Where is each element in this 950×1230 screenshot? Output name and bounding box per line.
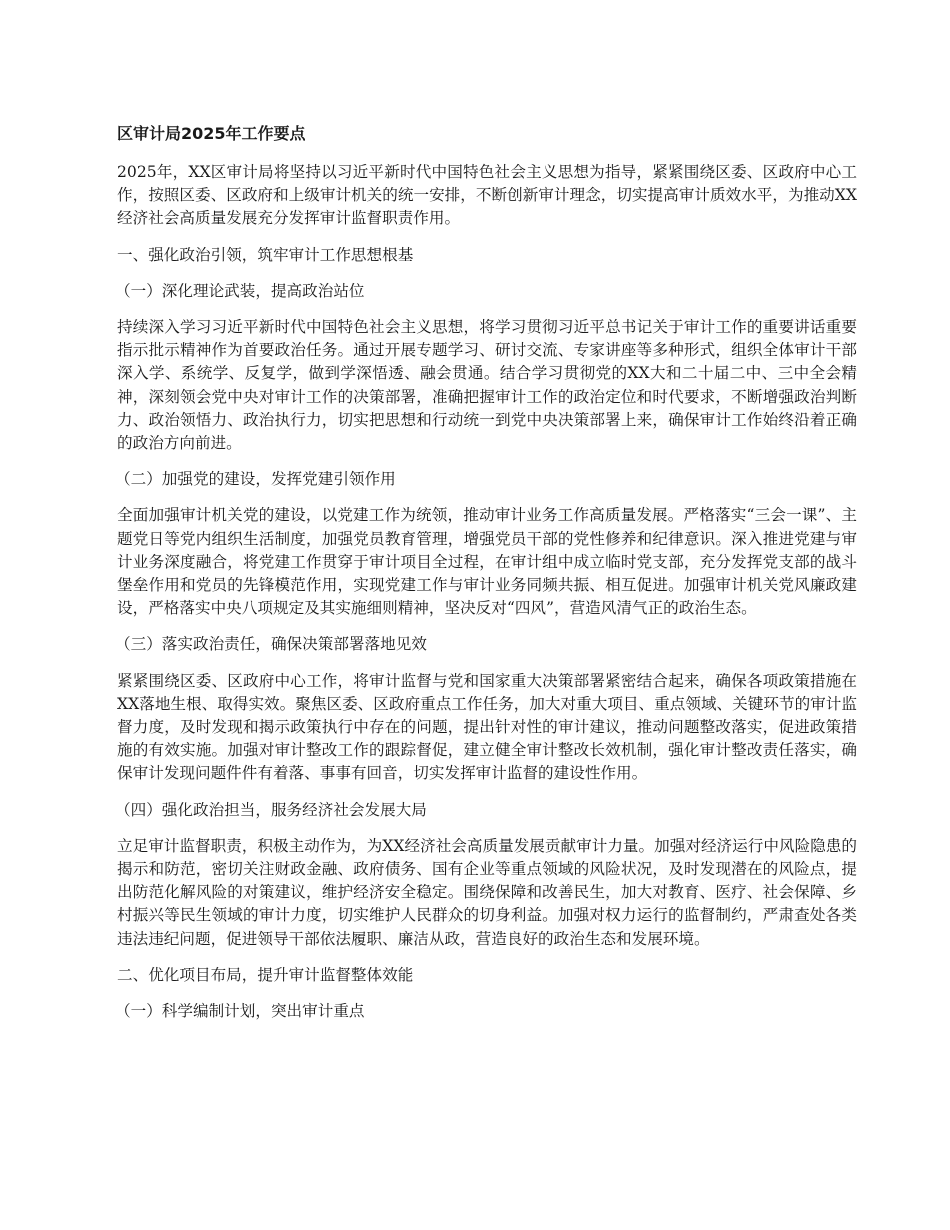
- section-2-1-heading: （一）科学编制计划，突出审计重点: [115, 1002, 365, 1021]
- section-1-heading: 一、强化政治引领，筑牢审计工作思想根基: [117, 245, 414, 264]
- section-1-1-body: 持续深入学习习近平新时代中国特色社会主义思想，将学习贯彻习近平总书记关于审计工作的重要讲话重要指示批示精神作为首要政治任务。通过开展专题学习、研讨交流、专家讲座等多种形式，组织全体审计干部深入学、系统学、反复学，做到学深悟透、融会贯通。结合学习贯彻党的XX大和二十届二中、三中全会精神，深刻领会党中央对审计工作的决策部署，准确把握审计工作的政治定位和时代要求，不断增强政治判断力、政治领悟力、政治执行力，切实把思想和行动统一到党中央决策部署上来，确保审计工作始终沿着正确的政治方向前进。: [117, 318, 857, 453]
- section-1-4-body: 立足审计监督职责，积极主动作为，为XX经济社会高质量发展贡献审计力量。加强对经济运行中风险隐患的揭示和防范，密切关注财政金融、政府债务、国有企业等重点领域的风险状况，及时发现潜在的风险点，提出防范化解风险的对策建议，维护经济安全稳定。围绕保障和改善民生，加大对教育、医疗、社会保障、乡村振兴等民生领域的审计力度，切实维护人民群众的切身利益。加强对权力运行的监督制约，严肃查处各类违法违纪问题，促进领导干部依法履职、廉洁从政，营造良好的政治生态和发展环境。: [117, 836, 857, 948]
- document-page: [117, 122, 857, 1036]
- section-1-1-heading: （一）深化理论武装，提高政治站位: [115, 281, 365, 300]
- section-2-heading: 二、优化项目布局，提升审计监督整体效能: [117, 965, 414, 984]
- section-1-4-heading: （四）强化政治担当，服务经济社会发展大局: [115, 800, 427, 819]
- section-1-2-heading: （二）加强党的建设，发挥党建引领作用: [115, 470, 396, 489]
- intro-paragraph: 2025年，XX区审计局将坚持以习近平新时代中国特色社会主义思想为指导，紧紧围绕区委、区政府中心工作，按照区委、区政府和上级审计机关的统一安排，不断创新审计理念，切实提高审计质效水平，为推动XX经济社会高质量发展充分发挥审计监督职责作用。: [117, 163, 857, 228]
- section-1-2-body: 全面加强审计机关党的建设，以党建工作为统领，推动审计业务工作高质量发展。严格落实“三会一课”、主题党日等党内组织生活制度，加强党员教育管理，增强党员干部的党性修养和纪律意识。深入推进党建与审计业务深度融合，将党建工作贯穿于审计项目全过程，在审计组中成立临时党支部，充分发挥党支部的战斗堡垒作用和党员的先锋模范作用，实现党建工作与审计业务同频共振、相互促进。加强审计机关党风廉政建设，严格落实中央八项规定及其实施细则精神，坚决反对“四风”，营造风清气正的政治生态。: [117, 506, 857, 618]
- section-1-3-body: 紧紧围绕区委、区政府中心工作，将审计监督与党和国家重大决策部署紧密结合起来，确保各项政策措施在XX落地生根、取得实效。聚焦区委、区政府重点工作任务，加大对重大项目、重点领域、关键环节的审计监督力度，及时发现和揭示政策执行中存在的问题，提出针对性的审计建议，推动问题整改落实，促进政策措施的有效实施。加强对审计整改工作的跟踪督促，建立健全审计整改长效机制，强化审计整改责任落实，确保审计发现问题件件有着落、事事有回音，切实发挥审计监督的建设性作用。: [117, 671, 857, 783]
- document-title: 区审计局2025年工作要点: [117, 124, 306, 143]
- section-1-3-heading: （三）落实政治责任，确保决策部署落地见效: [115, 635, 427, 654]
